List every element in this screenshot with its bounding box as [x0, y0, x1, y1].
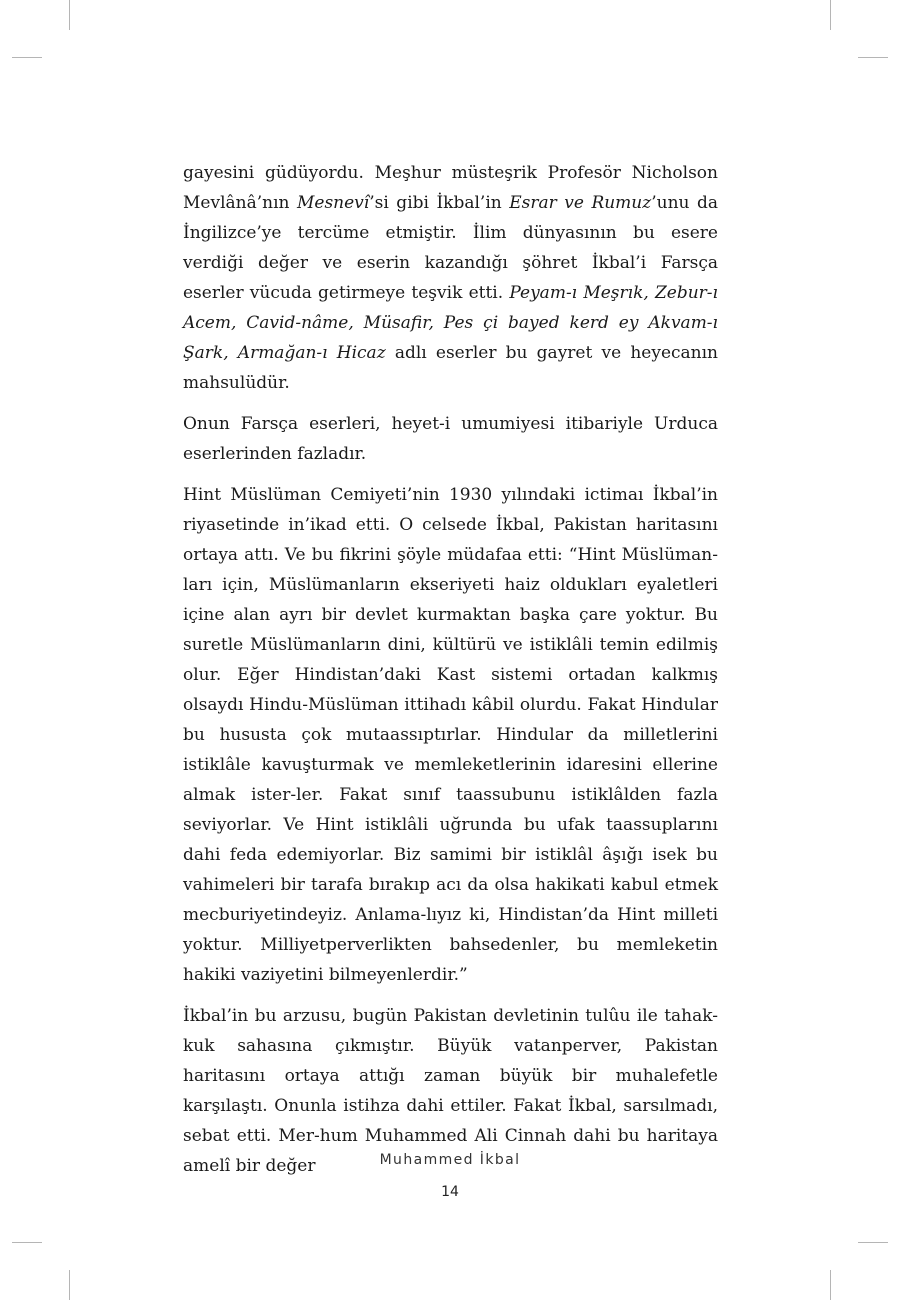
crop-mark-top-left-horizontal — [12, 57, 42, 58]
crop-mark-bottom-right-vertical — [830, 1270, 831, 1300]
text-run: adlı eserler bu gayret ve heyecanın mahsulüdür. — [183, 343, 718, 393]
text-run: Hint Müslüman Cemiyeti’nin 1930 yılındaki ictimaı İkbal’in riyasetinde in’ikad etti. O celsede İkbal, Pakistan haritasını ortaya attı. Ve bu fikrini şöyle müdafaa etti: “Hint Müslüman-ları için, Müslümanların ekseriyeti haiz oldukları eyaletleri içine alan ayrı bir devlet kurmaktan başka çare yoktur. Bu suretle Müslümanların dini, kültürü ve istiklâli temin edilmiş olur. Eğer Hindistan’daki Kast sistemi ortadan kalkmış olsaydı Hindu-Müslüman ittihadı kâbil olurdu. Fakat Hindular bu hususta çok mutaassıptırlar. Hindular da milletlerini istiklâle kavuşturmak ve memleketlerinin idaresini ellerine almak ister-ler. Fakat sınıf taassubunu istiklâlden fazla seviyorlar. Ve Hint istiklâli uğrunda bu ufak taassuplarını dahi feda edemiyorlar. Biz samimi bir istiklâl âşığı isek bu vahimeleri bir tarafa bırakıp acı da olsa hakikati kabul etmek mecburiyetindeyiz. Anlama-lıyız ki, Hindistan’da Hint milleti yoktur. Milliyetperverlikten bahsedenler, bu memleketin hakiki vaziyetini bilmeyenlerdir.” — [183, 485, 718, 985]
italic-title-mesnevi: Mesnevî — [296, 193, 370, 213]
italic-works-list: Peyam-ı Meşrık, Zebur-ı Acem, Cavid-nâme, Müsafir, Pes çi bayed kerd ey Akvam-ı Şark, Armağan-ı Hicaz — [183, 283, 718, 363]
crop-mark-bottom-left-horizontal — [12, 1242, 42, 1243]
text-run: ’unu da İngilizce’ye tercüme etmiştir. İlim dünyasının bu esere verdiği değer ve eserin kazandığı şöhret İkbal’i Farsça eserler vücuda getirmeye teşvik etti. — [183, 193, 718, 303]
body-text — [183, 158, 718, 1181]
paragraph-2 — [183, 409, 718, 469]
crop-mark-bottom-left-vertical — [69, 1270, 70, 1300]
crop-mark-top-right-vertical — [830, 0, 831, 30]
running-footer-title: Muhammed İkbal — [379, 1152, 521, 1168]
paragraph-3 — [183, 480, 718, 990]
italic-title-esrar-ve-rumuz: Esrar ve Rumuz — [509, 193, 652, 213]
page-number: 14 — [441, 1184, 459, 1200]
crop-mark-top-right-horizontal — [858, 57, 888, 58]
crop-mark-top-left-vertical — [69, 0, 70, 30]
paragraph-1 — [183, 158, 718, 398]
text-run: İkbal’in bu arzusu, bugün Pakistan devletinin tulûu ile tahak-kuk sahasına çıkmıştır. Büyük vatanperver, Pakistan haritasını ortaya attığı zaman büyük bir muhalefetle karşılaştı. Onunla istihza dahi ettiler. Fakat İkbal, sarsılmadı, sebat etti. Mer-hum Muhammed Ali Cinnah dahi bu haritaya amelî bir değer — [183, 1006, 718, 1176]
text-run: gayesini güdüyordu. Meşhur müsteşrik Profesör Nicholson Mevlânâ’nın — [183, 163, 718, 213]
text-run: Onun Farsça eserleri, heyet-i umumiyesi itibariyle Urduca eserlerinden fazladır. — [183, 414, 718, 464]
text-run: ’si gibi İkbal’in — [369, 193, 510, 213]
crop-mark-bottom-right-horizontal — [858, 1242, 888, 1243]
